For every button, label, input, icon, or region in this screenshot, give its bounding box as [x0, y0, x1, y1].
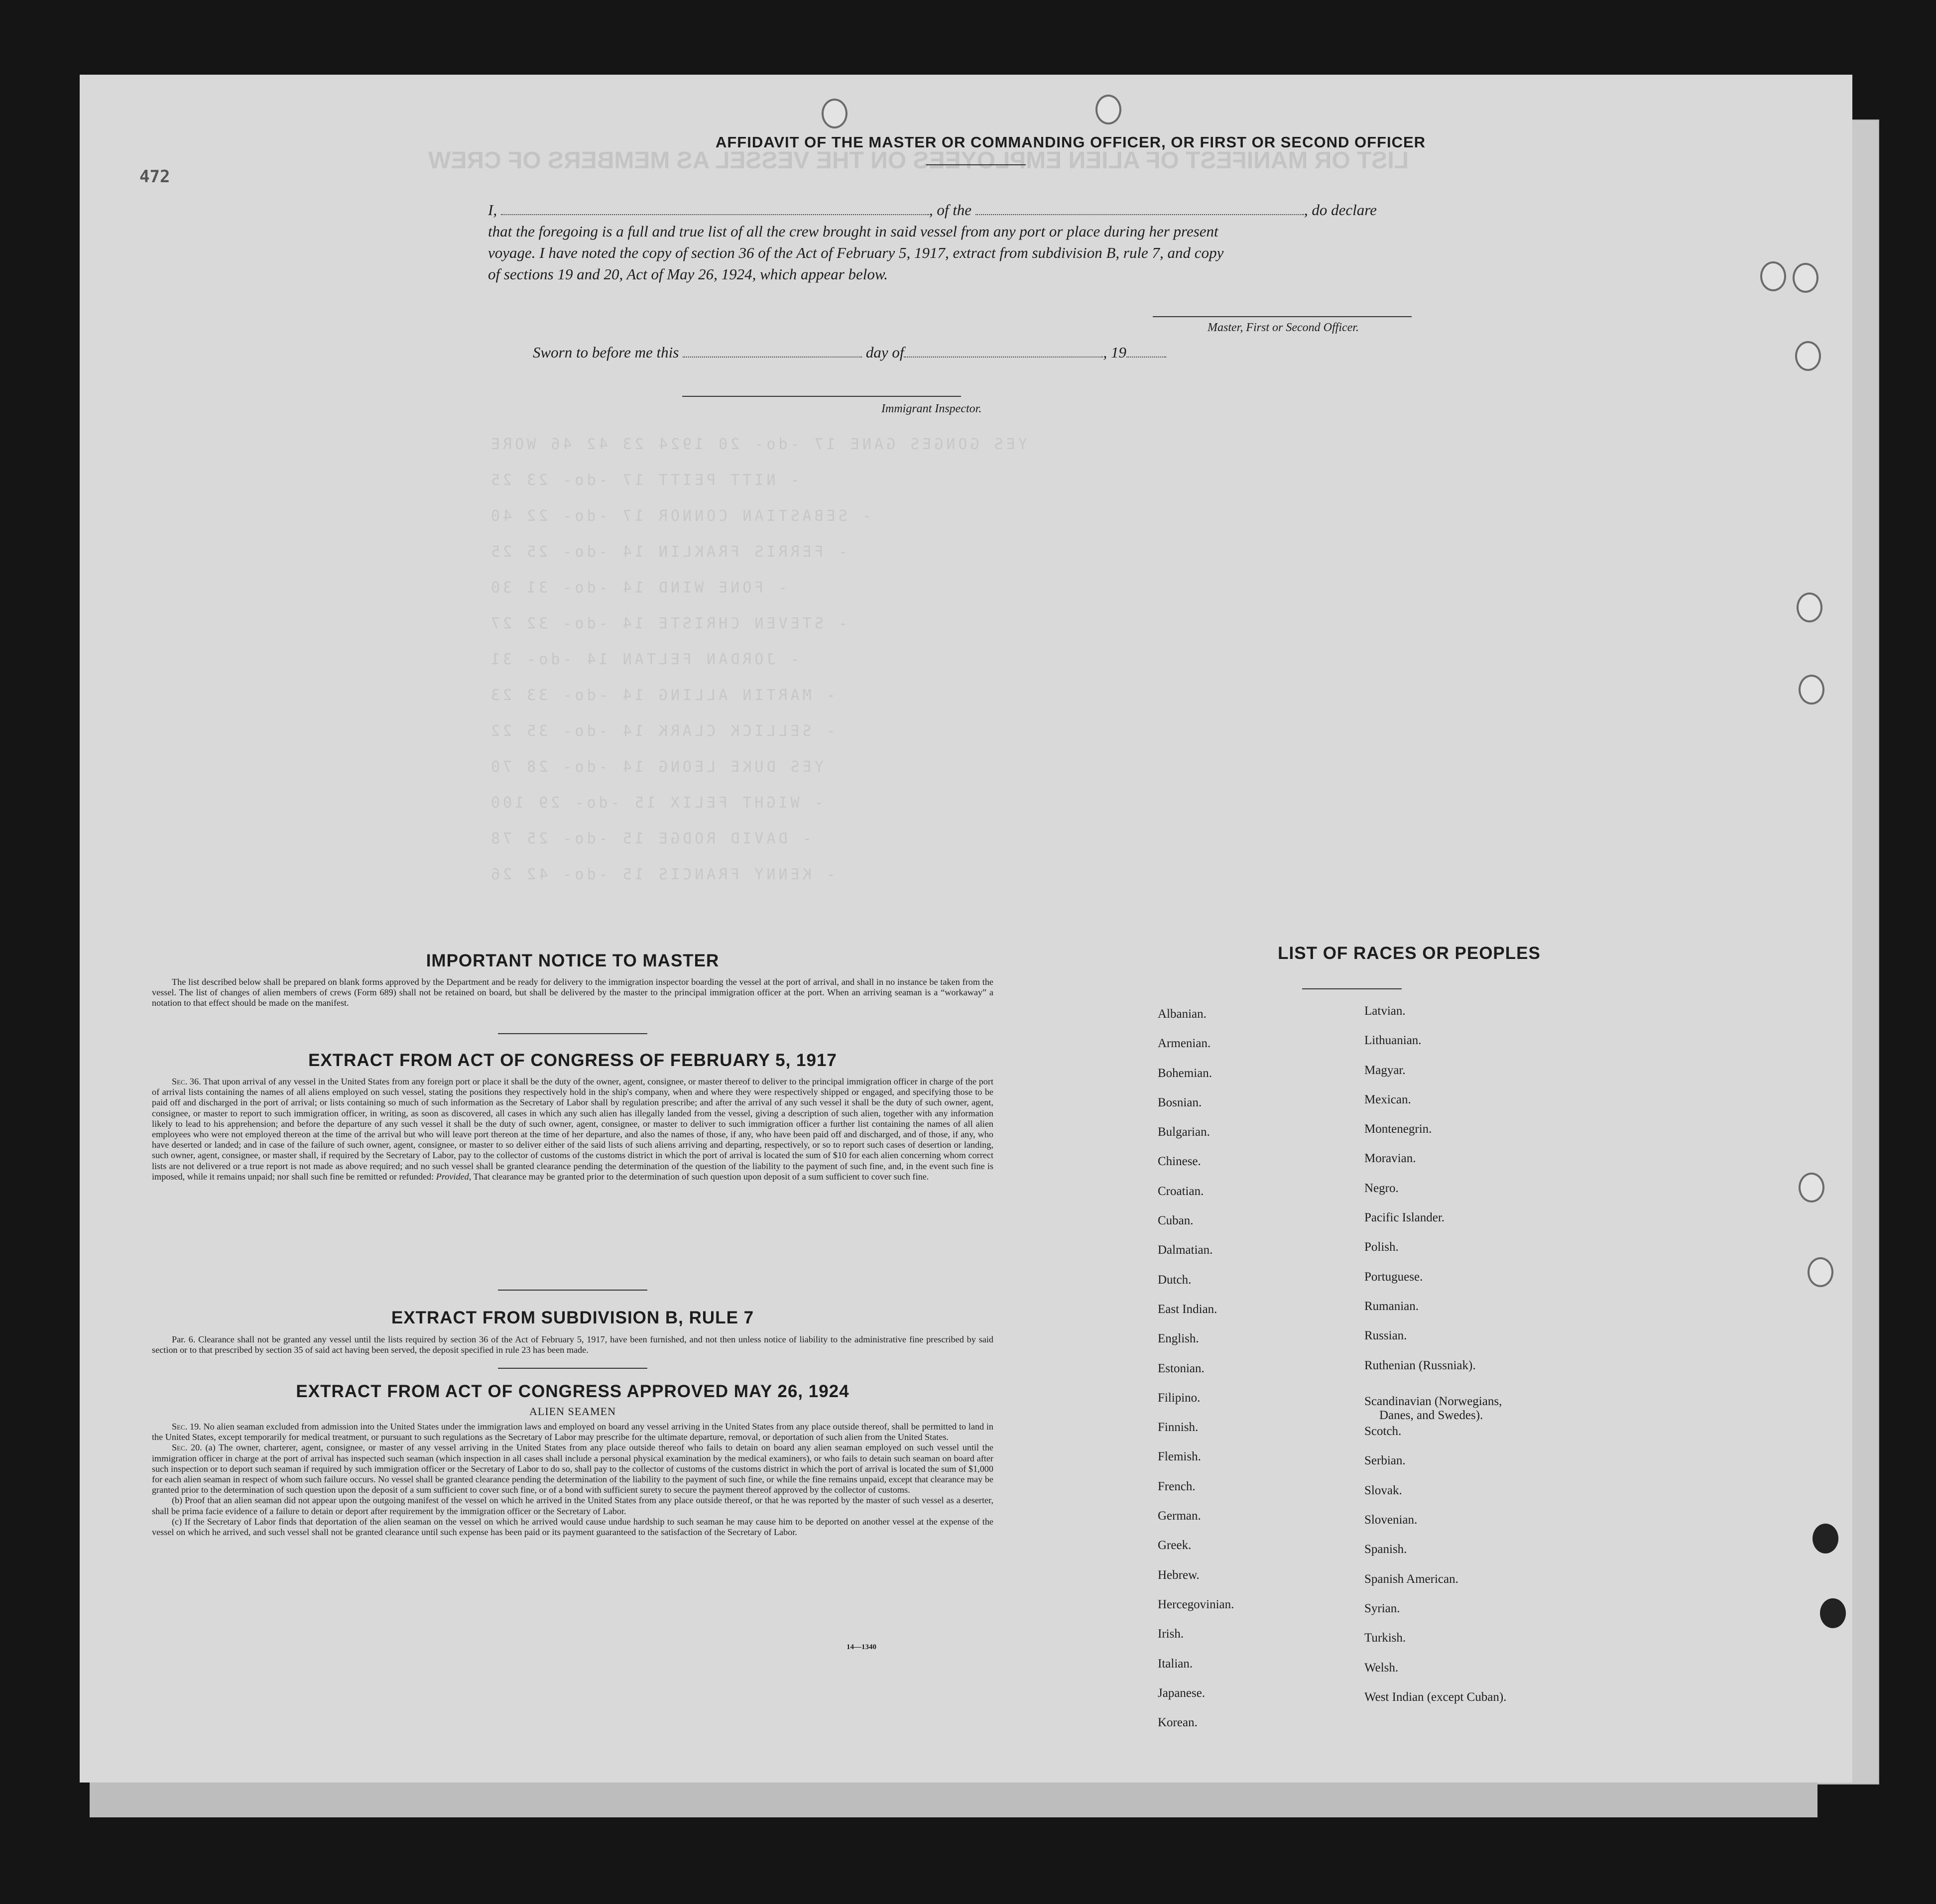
race-label: Serbian. — [1364, 1454, 1406, 1468]
race-label: Spanish American. — [1364, 1572, 1458, 1586]
race-item — [1364, 1328, 1506, 1358]
race-item: German. — [1158, 1509, 1201, 1523]
race-item: Chinese. — [1158, 1155, 1201, 1169]
sec-19-label: Sec. 19. — [172, 1422, 201, 1431]
race-item — [1364, 1542, 1506, 1571]
race-item — [1364, 1513, 1506, 1542]
extract-rule7-body — [152, 1334, 993, 1355]
race-item: Albanian. — [1158, 1007, 1207, 1021]
race-item: Flemish. — [1158, 1450, 1201, 1464]
race-label: Magyar. — [1364, 1063, 1406, 1077]
notice-title: IMPORTANT NOTICE TO MASTER — [426, 951, 720, 970]
day-of-label: day of — [865, 344, 904, 361]
race-item: Irish. — [1158, 1627, 1184, 1641]
race-item: Finnish. — [1158, 1421, 1199, 1434]
race-label: Portuguese. — [1364, 1270, 1423, 1284]
ghost-title: LIST OR MANIFEST OF ALIEN EMPLOYEES ON THE VESSEL AS MEMBERS OF CREW — [428, 147, 1409, 174]
race-item: East Indian. — [1158, 1302, 1217, 1316]
ghost-row: YES GONGES GANE 17 -do- 20 1924 23 42 46 WORE — [488, 436, 1027, 453]
race-item: Japanese. — [1158, 1686, 1206, 1700]
race-item — [1364, 1122, 1506, 1151]
race-label: Scotch. — [1364, 1425, 1402, 1438]
race-item — [1364, 1453, 1506, 1483]
race-label: Scandinavian (Norwegians, — [1364, 1394, 1502, 1408]
ghost-row: - DAVID RODGE 15 -do- 25 78 — [488, 830, 812, 847]
race-label: Latvian. — [1364, 1004, 1406, 1018]
year-label: , 19 — [1103, 344, 1126, 361]
divider — [498, 1290, 647, 1291]
race-label-continued: Danes, and Swedes). — [1379, 1408, 1483, 1422]
race-label: Mexican. — [1364, 1092, 1411, 1106]
proviso-label: Provided, — [436, 1171, 472, 1182]
race-label: Turkish. — [1364, 1631, 1406, 1645]
punch-hole-icon — [1760, 261, 1786, 291]
punch-hole-icon — [1799, 675, 1824, 705]
ghost-row: - SELLICK CLARK 14 -do- 35 22 — [488, 722, 836, 740]
notice-text: The list described below shall be prepared on blank forms approved by the Department and be ready for delivery to the immigration inspector boarding the vessel at the port of arrival, and shall in no instance be taken from the vessel. The list of changes of alien members of crews (Form 689) shall not be retained on board, but shall be delivered by the master to the principal immigration officer at the port. When an arriving seaman is a “workaway” a notation to that effect should be made on the manifest. — [152, 977, 993, 1008]
extract-rule7-title: EXTRACT FROM SUBDIVISION B, RULE 7 — [391, 1308, 754, 1327]
name-blank[interactable] — [501, 204, 929, 215]
race-item: Dutch. — [1158, 1273, 1192, 1287]
sec-36-text: That upon arrival of any vessel in the United States from any foreign port or place it shall be the duty of the owner, agent, consignee, or master thereof to deliver to the principal immigration officer in charge of the port of arrival lists containing the names of all aliens employed on such vessel, stating the positions they respectively hold in the ship's company, when and where they were respectively shipped or engaged, and specifying those to be paid off and discharged in the port of arrival; or lists containing so much of such information as the Secretary of Labor shall by regulation prescribe; and after the arrival of any such vessel it shall be the duty of such owner, agent, consignee, or master to report to such immigration officer, in writing, as soon as discovered, all cases in which any such alien has illegally landed from the vessel, giving a description of such alien, together with any information likely to lead to his apprehension; and before the departure of any such vessel it shall be the duty of such owner, agent, consignee, or master to deliver to such immigration officer a further list containing the names of all alien employees who were not employed thereon at the time of the arrival but who will leave port thereon at the time of her departure, and also the names of those, if any, who have been paid off and discharged, and of those, if any, who have deserted or landed; and in case of the failure of such owner, agent, consignee, or master to so deliver either of the said lists of such aliens arriving and departing, respectively, or so to report such cases of desertion or landing, such owner, agent, consignee, or master shall, if required by the Secretary of Labor, pay to the collector of customs of the customs district in which the port of arrival is located the sum of $10 for each alien concerning whom correct lists are not delivered or a true report is not made as above required; and no such vessel shall be granted clearance pending the determination of the question of the liability to the payment of such fine, and, in the event such fine is imposed, while it remains unpaid; nor shall such fine be remitted or refunded: — [152, 1076, 994, 1182]
race-item: Croatian. — [1158, 1184, 1204, 1198]
race-label: Moravian. — [1364, 1152, 1416, 1166]
punch-hole-icon — [822, 99, 847, 128]
race-label: Spanish. — [1364, 1543, 1407, 1556]
page-mark: 472 — [139, 167, 170, 187]
race-item — [1364, 1661, 1506, 1690]
punch-hole-icon — [1808, 1257, 1833, 1287]
ghost-row: - KENNY FRANCIS 15 -do- 42 26 — [488, 866, 836, 883]
race-label: Syrian. — [1364, 1601, 1400, 1615]
sworn-month-blank[interactable] — [904, 347, 1103, 357]
race-item — [1364, 1395, 1506, 1424]
race-label: Welsh. — [1364, 1661, 1399, 1674]
vessel-blank[interactable] — [975, 204, 1304, 215]
race-item — [1364, 1572, 1506, 1601]
extract-1917-body — [152, 1076, 993, 1182]
race-item: Filipino. — [1158, 1391, 1201, 1405]
rule7-text: Par. 6. Clearance shall not be granted any vessel until the lists required by section 36 of the Act of February 5, 1917, have been furnished, and not then unless notice of liability to the administrative fine prescribed by said section or to that prescribed by section 35 of said act having been served, the deposit specified in rule 23 has been made. — [152, 1334, 993, 1355]
punch-hole-icon — [1820, 1598, 1846, 1628]
race-item: Bohemian. — [1158, 1066, 1212, 1080]
extract-1917-title: EXTRACT FROM ACT OF CONGRESS OF FEBRUARY 5, 1917 — [308, 1051, 837, 1070]
race-item — [1364, 1690, 1506, 1719]
race-item: Italian. — [1158, 1657, 1193, 1670]
ghost-row: YES DUKE LEONG 14 -do- 28 70 — [488, 758, 824, 776]
race-label: West Indian (except Cuban). — [1364, 1690, 1507, 1704]
sworn-line — [533, 344, 1166, 361]
punch-hole-icon — [1795, 341, 1821, 371]
i-label: I, — [488, 201, 497, 219]
race-item — [1364, 1092, 1506, 1122]
race-label: Negro. — [1364, 1181, 1399, 1195]
race-item: Korean. — [1158, 1716, 1198, 1730]
sworn-label: Sworn to before me this — [533, 344, 679, 361]
divider — [498, 1368, 647, 1369]
alien-seamen-subtitle: ALIEN SEAMEN — [529, 1405, 616, 1418]
race-item — [1364, 1358, 1506, 1388]
race-item — [1364, 1601, 1506, 1631]
ghost-row: - NITT PEITT 17 -do- 23 25 — [488, 472, 800, 489]
race-item — [1364, 1033, 1506, 1063]
punch-hole-icon — [1799, 1173, 1824, 1202]
race-item — [1364, 1299, 1506, 1328]
race-item — [1364, 1181, 1506, 1210]
race-item: Greek. — [1158, 1539, 1192, 1552]
race-item: Estonian. — [1158, 1361, 1205, 1375]
sworn-year-blank[interactable] — [1126, 347, 1166, 357]
master-signature-line[interactable] — [1153, 316, 1412, 317]
affidavit-title: AFFIDAVIT OF THE MASTER OR COMMANDING OFFICER, OR FIRST OR SECOND OFFICER — [715, 133, 1426, 151]
declaration-line-1 — [488, 199, 1588, 221]
race-label: Slovenian. — [1364, 1513, 1418, 1527]
race-item — [1364, 1424, 1506, 1453]
ghost-row: - FONE WIND 14 -do- 31 30 — [488, 579, 788, 596]
ghost-row: - WIGHT FELIX 15 -do- 29 100 — [488, 794, 824, 812]
races-left-column — [1158, 1007, 1234, 1745]
race-item — [1364, 1270, 1506, 1299]
divider — [498, 1033, 647, 1034]
race-item: Bulgarian. — [1158, 1125, 1210, 1139]
ghost-row: - FERRIS FRAKLIN 14 -do- 25 25 — [488, 543, 847, 561]
race-item: Cuban. — [1158, 1214, 1194, 1228]
punch-hole-icon — [1095, 95, 1121, 124]
race-item — [1364, 1151, 1506, 1181]
sec-20c-text: (c) If the Secretary of Labor finds that deportation of the alien seaman on the vessel on which he arrived would cause undue hardship to such seaman he may cause him to be deported on another vessel at the expense of the vessel on which he arrived, and such vessel shall not be granted clearance until such expense has been paid or its payment guaranteed to the satisfaction of the Secretary of Labor. — [152, 1516, 993, 1538]
race-item: Hebrew. — [1158, 1568, 1200, 1582]
race-item — [1364, 1631, 1506, 1660]
sec-36-label: Sec. 36. — [172, 1076, 201, 1086]
punch-hole-icon — [1793, 263, 1818, 293]
race-label: Polish. — [1364, 1240, 1399, 1254]
ghost-row: - STEVEN CHRISTE 14 -do- 32 27 — [488, 615, 847, 632]
race-item: French. — [1158, 1479, 1196, 1493]
races-title-underline — [1302, 988, 1402, 989]
declaration-line-2: that the foregoing is a full and true list of all the crew brought in said vessel from any port or place during her present — [488, 223, 1218, 240]
race-item — [1364, 1004, 1506, 1033]
sworn-day-blank[interactable] — [683, 347, 862, 357]
sec-19-text: No alien seaman excluded from admission into the United States under the immigration laws and employed on board any vessel arriving in the United States from any place outside thereof, shall be permitted to land in the United States, except temporarily for medical treatment, or pursuant to such regulations as the Secretary of Labor may prescribe for the ultimate departure, removal, or deportation of such alien from the United States. — [152, 1422, 993, 1442]
race-item — [1364, 1210, 1506, 1240]
race-label: Pacific Islander. — [1364, 1211, 1445, 1225]
race-label: Montenegrin. — [1364, 1122, 1432, 1136]
race-item: English. — [1158, 1332, 1199, 1346]
races-title: LIST OF RACES OR PEOPLES — [1278, 944, 1541, 963]
inspector-label: Immigrant Inspector. — [881, 402, 982, 415]
sec-20b-text: (b) Proof that an alien seaman did not appear upon the outgoing manifest of the vessel on which he arrived in the United States from any place outside thereof, or that he was reported by the master of such vessel as a deserter, shall be prima facie evidence of a failure to detain or deport after requirement by the immigration officer or the Secretary of Labor. — [152, 1495, 993, 1516]
sec-20a-text: (a) The owner, charterer, agent, consignee, or master of any vessel arriving in the United States from any place outside thereof who fails to detain on board any alien seaman employed on such vessel until the immigration officer in charge at the port of arrival has inspected such seaman (which inspection in all cases shall include a personal physical examination by the medical examiners), or who fails to detain such seaman on board after such inspection or to deport such seaman if required by such immigration officer or the Secretary of Labor to do so, shall pay to the collector of customs of the customs district in which the port of arrival is located the sum of $1,000 for each alien seaman in respect of whom such failure occurs. No vessel shall be granted clearance pending the determination of the liability to the payment of such fine, or while the fine remains unpaid, except that clearance may be granted prior to the determination of such question upon the deposit of a sum sufficient to cover such fine, or of a bond with sufficient surety to secure the payment thereof approved by the collector of customs. — [152, 1442, 994, 1495]
race-item — [1364, 1240, 1506, 1269]
proviso-text: That clearance may be granted prior to the determination of such question upon deposit of a sum sufficient to cover such fine. — [473, 1171, 929, 1182]
ghost-row: - MARTIN ALLING 14 -do- 33 23 — [488, 687, 836, 704]
race-label: Lithuanian. — [1364, 1034, 1422, 1048]
ghost-row: - SEBASTIAN CONNOR 17 -do- 22 40 — [488, 507, 871, 525]
race-label: Ruthenian (Russniak). — [1364, 1358, 1476, 1372]
ghost-row: - JORDAN FELTAN 14 -do- 31 — [488, 651, 800, 668]
manifest-page — [80, 75, 1852, 1783]
punch-hole-icon — [1797, 593, 1822, 622]
sec-20-label: Sec. 20. — [172, 1442, 202, 1453]
race-item: Bosnian. — [1158, 1095, 1202, 1109]
of-the-label: , of the — [929, 201, 972, 219]
race-item — [1364, 1063, 1506, 1092]
declaration-line-3: voyage. I have noted the copy of section 36 of the Act of February 5, 1917, extract from subdivision B, rule 7, and copy — [488, 244, 1224, 261]
races-right-column — [1364, 1004, 1506, 1719]
notice-body — [152, 977, 993, 1009]
race-label: Slovak. — [1364, 1483, 1402, 1497]
race-label: Rumanian. — [1364, 1299, 1419, 1313]
race-item — [1364, 1483, 1506, 1513]
punch-hole-icon — [1813, 1524, 1838, 1553]
extract-1924-body — [152, 1422, 993, 1538]
master-signature-label: Master, First or Second Officer. — [1208, 321, 1359, 334]
affidavit-declaration — [488, 199, 1588, 285]
race-item: Dalmatian. — [1158, 1243, 1213, 1257]
do-declare-label: , do declare — [1304, 201, 1377, 219]
declaration-line-4: of sections 19 and 20, Act of May 26, 1924, which appear below. — [488, 265, 888, 283]
race-item: Armenian. — [1158, 1037, 1211, 1051]
inspector-signature-line[interactable] — [682, 396, 961, 397]
race-label: Russian. — [1364, 1329, 1407, 1343]
extract-1924-title: EXTRACT FROM ACT OF CONGRESS APPROVED MAY 26, 1924 — [296, 1382, 849, 1401]
title-underline — [926, 164, 1026, 165]
race-item: Hercegovinian. — [1158, 1597, 1234, 1611]
form-number: 14—1340 — [847, 1643, 876, 1651]
